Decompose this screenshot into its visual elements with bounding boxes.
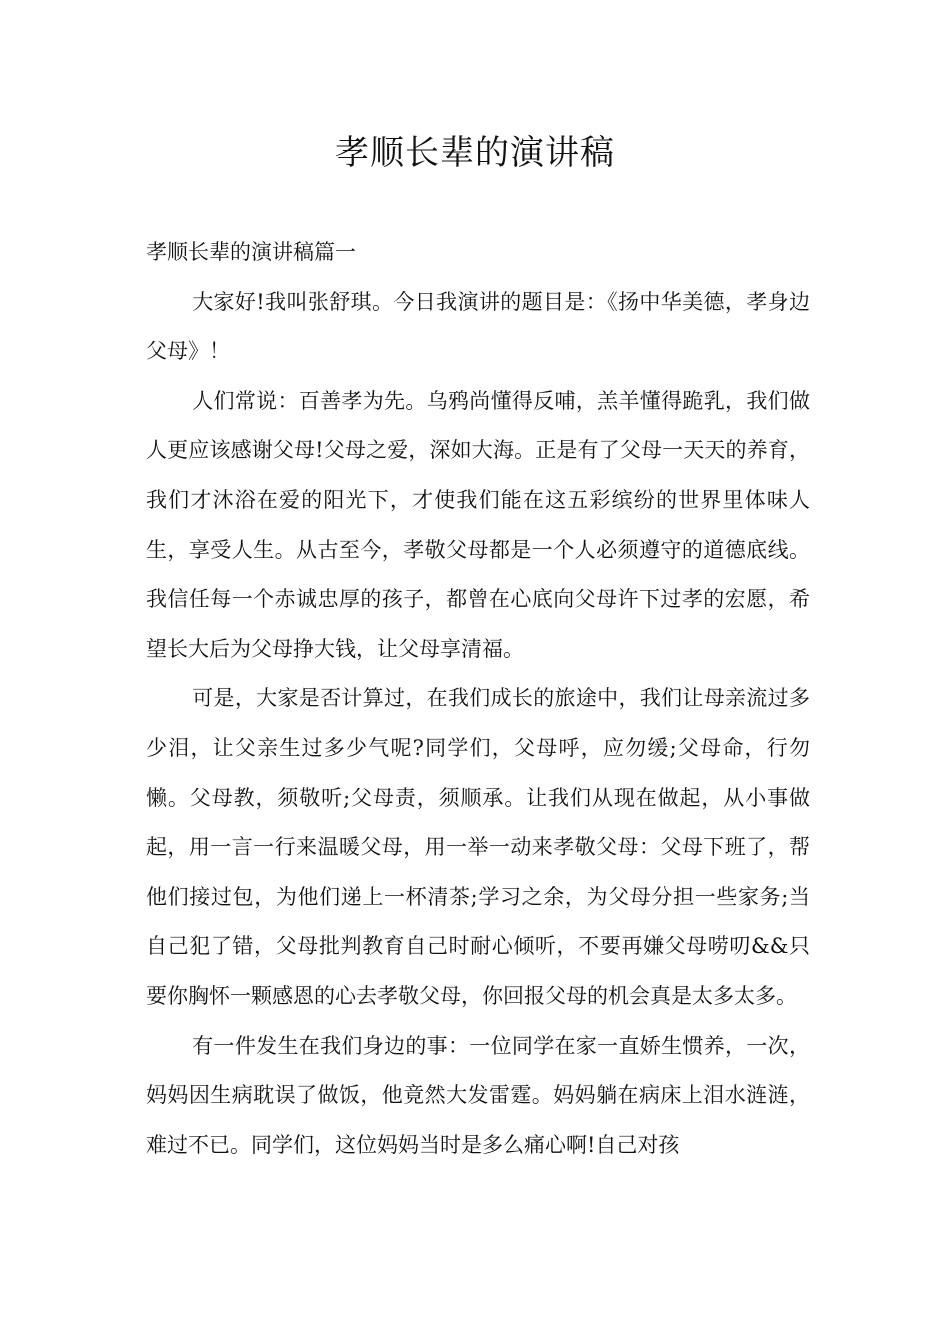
paragraph-reflection: 可是，大家是否计算过，在我们成长的旅途中，我们让母亲流过多少泪，让父亲生过多少气呢?同学们，父母呼，应勿缓;父母命，行勿懒。父母教，须敬听;父母责，须顺承。让我们从现在做起，从小事做起，用一言一行来温暖父母，用一举一动来孝敬父母：父母下班了，帮他们接过包，为他们递上一杯清茶;学习之余，为父母分担一些家务;当自己犯了错，父母批判教育自己时耐心倾听，不要再嫌父母唠叨&&只要你胸怀一颗感恩的心去孝敬父母，你回报父母的机会真是太多太多。	[146, 686, 810, 1008]
document-title: 孝顺长辈的演讲稿	[335, 133, 615, 173]
document-body	[146, 228, 810, 1170]
paragraph-story: 有一件发生在我们身边的事：一位同学在家一直娇生惯养，一次，妈妈因生病耽误了做饭，他竟然大发雷霆。妈妈躺在病床上泪水涟涟，难过不已。同学们，这位妈妈当时是多么痛心啊!自己对孩	[146, 1033, 810, 1157]
paragraph-greeting: 大家好!我叫张舒琪。今日我演讲的题目是：《扬中华美德，孝身边父母》！	[146, 289, 810, 364]
paragraph-filial-piety: 人们常说：百善孝为先。乌鸦尚懂得反哺，羔羊懂得跪乳，我们做人更应该感谢父母!父母之爱，深如大海。正是有了父母一天天的养育，我们才沐浴在爱的阳光下，才使我们能在这五彩缤纷的世界里体味人生，享受人生。从古至今，孝敬父母都是一个人必须遵守的道德底线。我信任每一个赤诚忠厚的孩子，都曾在心底向父母许下过孝的宏愿，希望长大后为父母挣大钱，让父母享清福。	[146, 388, 810, 661]
section-heading: 孝顺长辈的演讲稿篇一	[146, 240, 356, 264]
